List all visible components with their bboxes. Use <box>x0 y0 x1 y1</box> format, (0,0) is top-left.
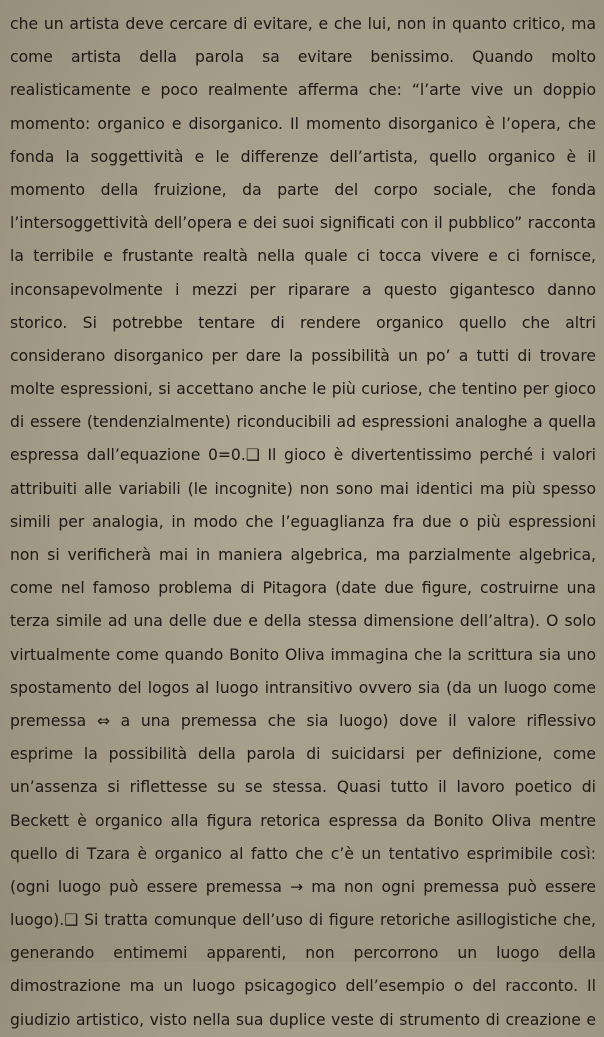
text-line: terza simile ad una delle due e della stessa dimensione dell’altra). O solo <box>10 612 596 631</box>
text-line: Beckett è organico alla figura retorica espressa da Bonito Oliva mentre <box>10 811 596 830</box>
text-line: generando entimemi apparenti, non percorrono un luogo della <box>10 944 596 963</box>
text-line: che un artista deve cercare di evitare, e che lui, non in quanto critico, ma <box>10 15 596 33</box>
text-line: come artista della parola sa evitare benissimo. Quando molto <box>10 48 596 67</box>
text-line: premessa ⇔ a una premessa che sia luogo) dove il valore riflessivo <box>10 711 596 730</box>
text-line: momento: organico e disorganico. Il momento disorganico è l’opera, che <box>10 114 596 133</box>
text-line: spostamento del logos al luogo intransitivo ovvero sia (da un luogo come <box>10 678 596 697</box>
text-line: giudizio artistico, visto nella sua duplice veste di strumento di creazione e <box>10 1010 596 1029</box>
text-line: momento della fruizione, da parte del corpo sociale, che fonda <box>10 180 596 199</box>
text-line: esprime la possibilità della parola di suicidarsi per definizione, come <box>10 745 596 764</box>
text-line: la terribile e frustante realtà nella quale ci tocca vivere e ci fornisce, <box>10 247 596 266</box>
text-line: l’intersoggettività dell’opera e dei suoi significati con il pubblico” racconta <box>10 214 596 233</box>
text-line: attribuiti alle variabili (le incognite) non sono mai identici ma più spesso <box>10 479 596 498</box>
text-line: come nel famoso problema di Pitagora (date due figure, costruirne una <box>10 579 596 598</box>
text-line: (ogni luogo può essere premessa → ma non ogni premessa può essere <box>10 877 596 896</box>
text-line: luogo).❑ Si tratta comunque dell’uso di figure retoriche asillogistiche che, <box>10 911 596 930</box>
text-line: inconsapevolmente i mezzi per riparare a questo gigantesco danno <box>10 280 596 299</box>
text-line: realisticamente e poco realmente afferma che: “l’arte vive un doppio <box>10 81 596 100</box>
text-line: non si verificherà mai in maniera algebrica, ma parzialmente algebrica, <box>10 546 596 564</box>
text-line: espressa dall’equazione 0=0.❑ Il gioco è divertentissimo perché i valori <box>10 446 596 465</box>
text-line: virtualmente come quando Bonito Oliva immagina che la scrittura sia uno <box>10 645 596 664</box>
text-line: un’assenza si riflettesse su se stessa. Quasi tutto il lavoro poetico di <box>10 778 596 797</box>
text-line: considerano disorganico per dare la possibilità un po’ a tutti di trovare <box>10 346 596 365</box>
text-line: fonda la soggettività e le differenze dell’artista, quello organico è il <box>10 147 596 166</box>
text-line: molte espressioni, si accettano anche le più curiose, che tentino per gioco <box>10 380 596 399</box>
text-line: dimostrazione ma un luogo psicagogico dell’esempio o del racconto. Il <box>10 977 596 996</box>
text-line: simili per analogia, in modo che l’eguaglianza fra due o più espressioni <box>10 512 596 531</box>
text-line: quello di Tzara è organico al fatto che c’è un tentativo esprimibile così: <box>10 844 596 863</box>
text-line: storico. Si potrebbe tentare di rendere organico quello che altri <box>10 313 596 332</box>
text-line: di essere (tendenzialmente) riconducibili ad espressioni analoghe a quella <box>10 413 596 432</box>
